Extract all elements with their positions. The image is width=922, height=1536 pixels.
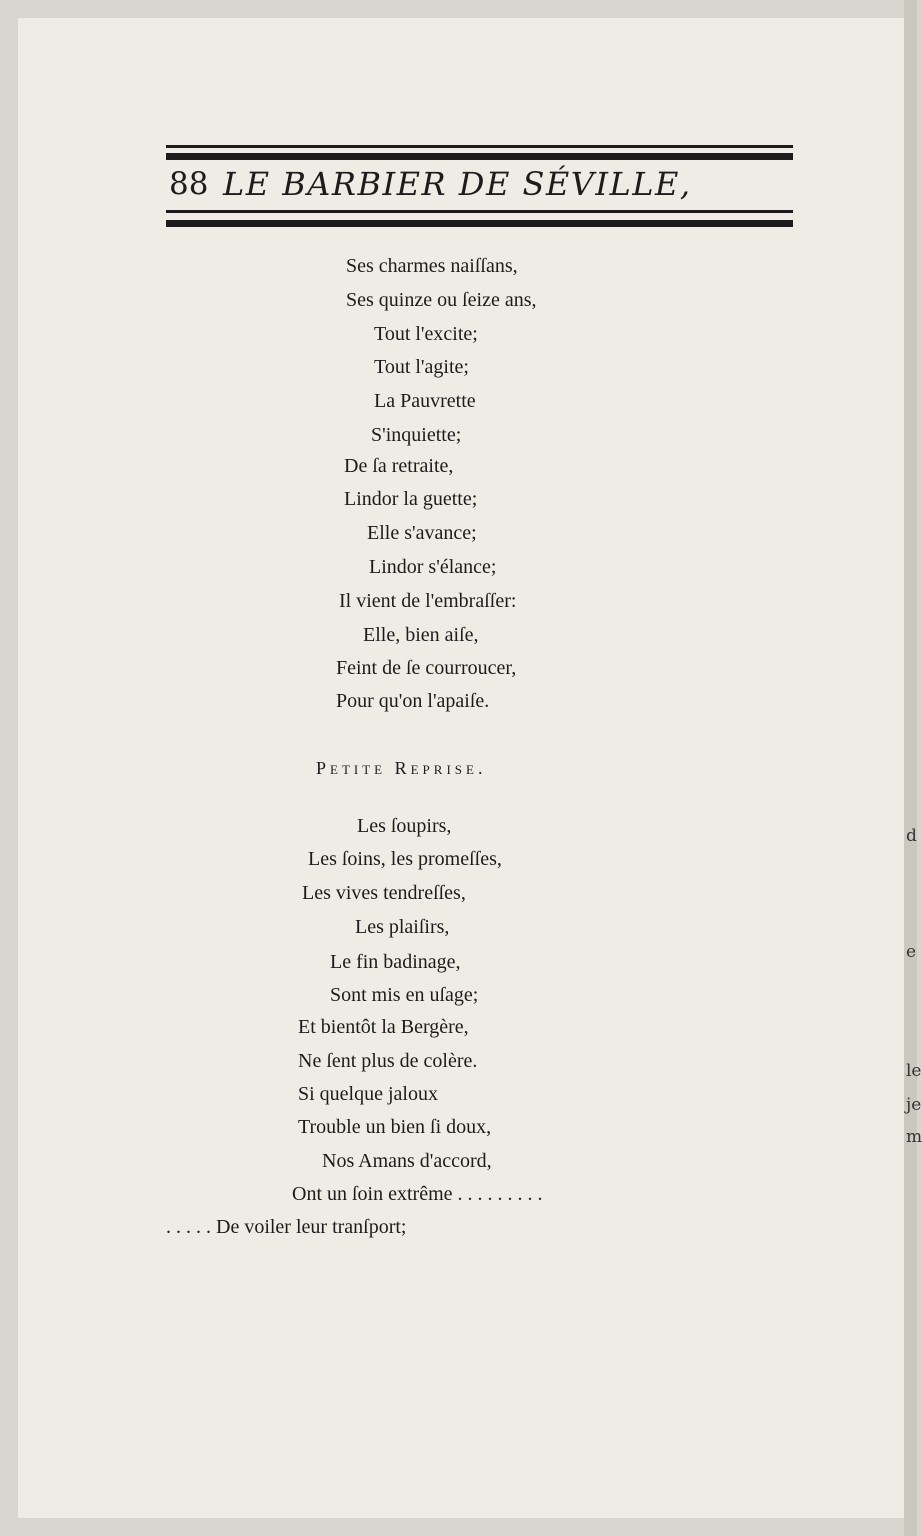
verse-line: Feint de ſe courroucer, bbox=[336, 657, 517, 679]
verse-line: Pour qu'on l'apaiſe. bbox=[336, 690, 490, 712]
verse-line: Le fin badinage, bbox=[330, 951, 461, 973]
verse-line: Elle, bien aiſe, bbox=[363, 624, 479, 646]
page-number: 88 bbox=[169, 166, 209, 202]
header-rule-bottom-thin bbox=[166, 210, 793, 213]
section-heading: Petite Repriſe. bbox=[316, 758, 487, 778]
verse-line: Tout l'excite; bbox=[374, 323, 478, 345]
header-rule-top-thick bbox=[166, 153, 793, 160]
facing-page-edge bbox=[904, 0, 917, 1536]
verse-line: Ses quinze ou ſeize ans, bbox=[346, 289, 537, 311]
verse-line: Lindor la guette; bbox=[344, 488, 478, 510]
verse-line: Si quelque jaloux bbox=[298, 1083, 438, 1105]
facing-page-letter: je bbox=[906, 1095, 922, 1115]
verse-line: . . . . . De voiler leur tranſport; bbox=[166, 1216, 407, 1238]
verse-line: Il vient de l'embraſſer: bbox=[339, 590, 517, 612]
verse-line: Tout l'agite; bbox=[374, 356, 469, 378]
verse-line: S'inquiette; bbox=[371, 424, 462, 446]
facing-page-letter: le bbox=[906, 1061, 922, 1081]
page-header bbox=[166, 162, 793, 208]
verse-line: De ſa retraite, bbox=[344, 455, 454, 477]
facing-page-letter: e bbox=[906, 942, 917, 962]
verse-line: Lindor s'élance; bbox=[369, 556, 497, 578]
verse-line: Nos Amans d'accord, bbox=[322, 1150, 492, 1172]
header-rule-top-thin bbox=[166, 145, 793, 148]
header-rule-bottom-thick bbox=[166, 220, 793, 227]
running-title: LE BARBIER DE SÉVILLE, bbox=[223, 165, 692, 203]
facing-page-letter: m bbox=[906, 1127, 922, 1147]
verse-line: Les plaiſirs, bbox=[355, 916, 450, 938]
verse-line: Elle s'avance; bbox=[367, 522, 477, 544]
verse-line: Et bientôt la Bergère, bbox=[298, 1016, 469, 1038]
verse-line: La Pauvrette bbox=[374, 390, 476, 412]
verse-line: Trouble un bien ſi doux, bbox=[298, 1116, 492, 1138]
verse-line: Les ſoupirs, bbox=[357, 815, 452, 837]
verse-line: Ses charmes naiſſans, bbox=[346, 255, 518, 277]
verse-line: Ont un ſoin extrême . . . . . . . . . bbox=[292, 1183, 543, 1205]
verse-line: Ne ſent plus de colère. bbox=[298, 1050, 478, 1072]
verse-line: Les ſoins, les promeſſes, bbox=[308, 848, 502, 870]
verse-line: Les vives tendreſſes, bbox=[302, 882, 466, 904]
facing-page-letter: d bbox=[906, 826, 917, 846]
verse-line: Sont mis en uſage; bbox=[330, 984, 479, 1006]
